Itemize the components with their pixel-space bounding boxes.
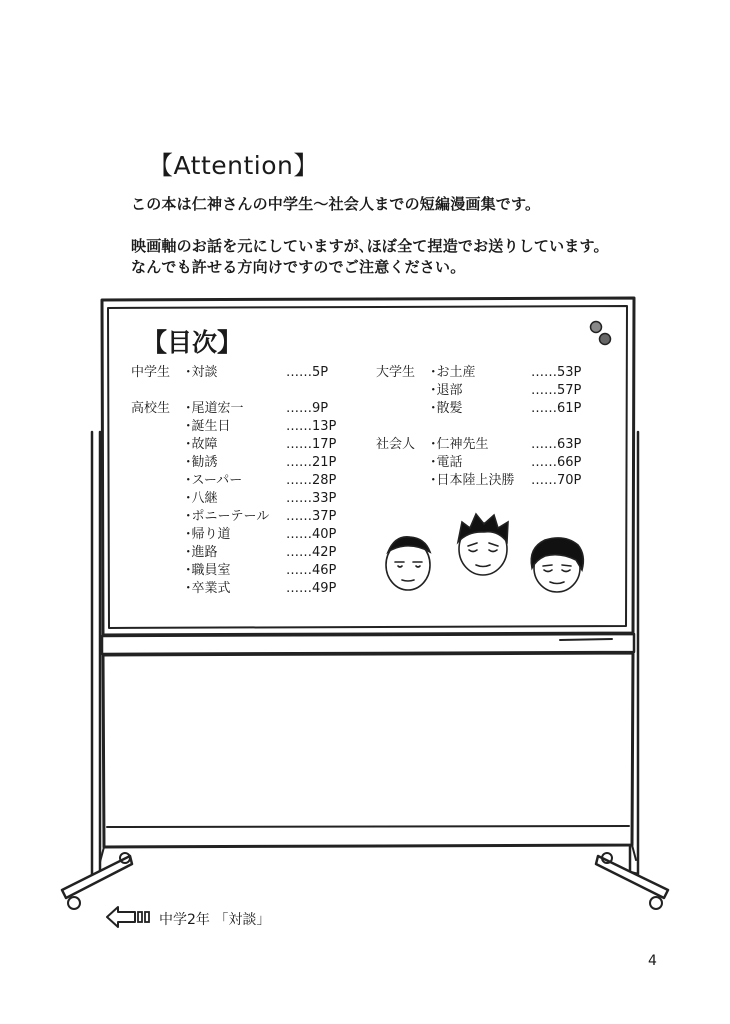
toc-group-label: 中学生 — [131, 365, 171, 380]
toc-entry-page: ……28P — [286, 473, 337, 488]
notice-line-1: この本は仁神さんの中学生～社会人までの短編漫画集です。 — [131, 195, 541, 213]
toc-title: 【目次】 — [142, 328, 243, 357]
left-arrow-icon — [105, 904, 153, 934]
toc-entry-title: ･帰り道 — [185, 527, 231, 542]
toc-entry-page: ……70P — [531, 473, 582, 488]
toc-entry-page: ……9P — [286, 401, 329, 416]
toc-entry-title: ･ポニーテール — [185, 509, 270, 524]
footer-caption — [105, 904, 270, 934]
attention-title: 【Attention】 — [148, 151, 319, 180]
toc-entry-title: ･卒業式 — [185, 581, 231, 596]
toc-entry-page: ……37P — [286, 509, 337, 524]
toc-entry-page: ……66P — [531, 455, 582, 470]
toc-entry-title: ･尾道宏一 — [185, 401, 244, 416]
toc-entry-title: ･スーパー — [185, 473, 243, 488]
toc-entry-title: ･対談 — [185, 365, 218, 380]
toc-entry-title: ･散髪 — [430, 401, 463, 416]
toc-entry-title: ･誕生日 — [185, 419, 231, 434]
toc-entry-title: ･退部 — [430, 383, 463, 398]
toc-entry-title: ･お土産 — [430, 365, 476, 380]
toc-entry-page: ……5P — [286, 365, 329, 380]
toc-entry-title: ･八継 — [185, 491, 218, 506]
toc-entry-title: ･勧誘 — [185, 455, 218, 470]
toc-entry-title: ･故障 — [185, 437, 218, 452]
toc-entry-page: ……63P — [531, 437, 582, 452]
toc-entry-page: ……40P — [286, 527, 337, 542]
toc-entry-page: ……53P — [531, 365, 582, 380]
notice-line-2: 映画軸のお話を元にしていますが､ほぼ全て捏造でお送りしています。 — [131, 237, 609, 255]
toc-entry-page: ……17P — [286, 437, 337, 452]
toc-entry-page: ……21P — [286, 455, 337, 470]
toc-entry-page: ……42P — [286, 545, 337, 560]
toc-entry-title: ･職員室 — [185, 563, 231, 578]
notice-line-3: なんでも許せる方向けですのでご注意ください。 — [131, 258, 466, 276]
toc-group-label: 社会人 — [376, 437, 416, 452]
toc-entry-title: ･仁神先生 — [430, 437, 489, 452]
footer-text: 中学2年 「対談」 — [159, 912, 271, 928]
toc-entry-page: ……33P — [286, 491, 337, 506]
toc-group-label: 高校生 — [131, 401, 171, 416]
toc-entry-page: ……13P — [286, 419, 337, 434]
toc-group-label: 大学生 — [376, 365, 416, 380]
toc-entry-title: ･日本陸上決勝 — [430, 473, 515, 488]
toc-entry-page: ……61P — [531, 401, 582, 416]
toc-entry-page: ……57P — [531, 383, 582, 398]
character-face-1-icon — [386, 537, 430, 590]
toc-entry-page: ……49P — [286, 581, 337, 596]
toc-entry-title: ･電話 — [430, 455, 463, 470]
page-number: 4 — [648, 953, 657, 969]
toc-entry-title: ･進路 — [185, 545, 218, 560]
toc-entry-page: ……46P — [286, 563, 337, 578]
